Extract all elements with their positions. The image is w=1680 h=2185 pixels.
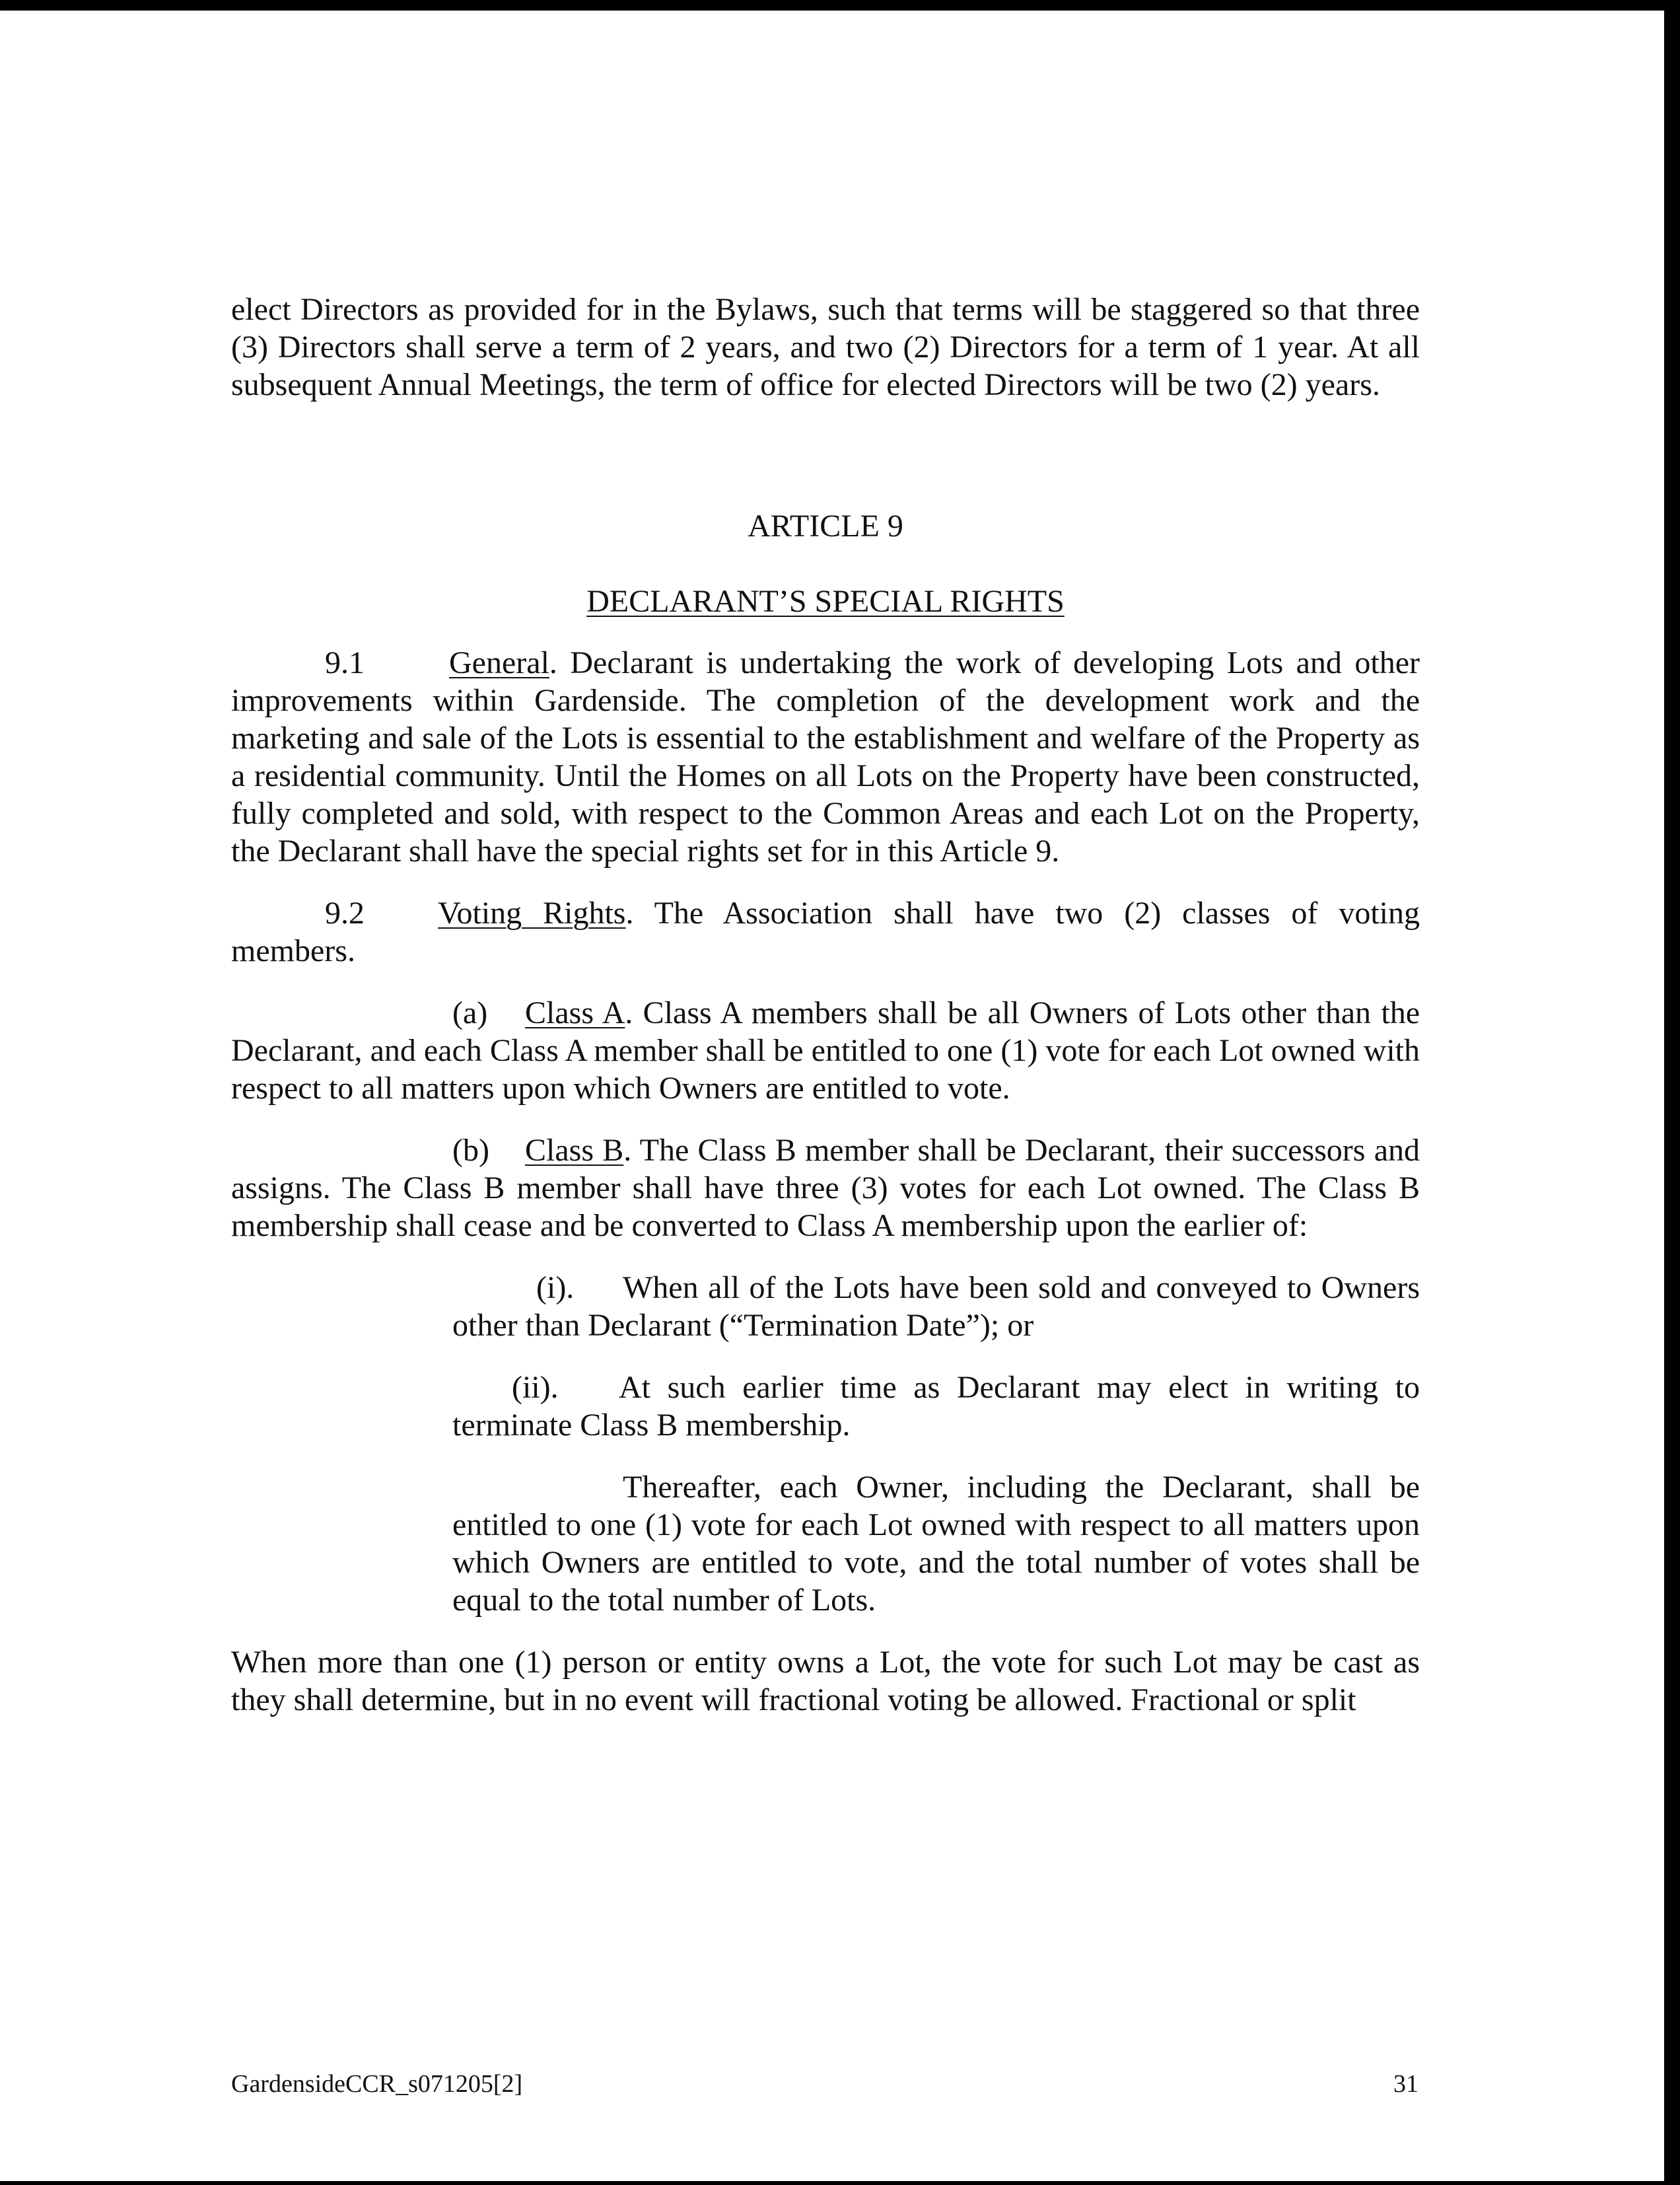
subsection-heading: Class B: [525, 1133, 624, 1168]
class-b-paragraph: [231, 1131, 1420, 1244]
scan-edge-bottom: [0, 2181, 1680, 2185]
item-label: (ii).: [512, 1370, 559, 1405]
footer-page-number: 31: [1393, 2070, 1418, 2098]
subsection-label: (a): [452, 995, 488, 1030]
article-number: ARTICLE 9: [748, 509, 903, 544]
subsection-heading: Class A: [525, 995, 625, 1030]
section-heading: Voting Rights: [438, 896, 626, 931]
subsection-label: (b): [452, 1133, 489, 1168]
scan-edge-right: [1664, 0, 1680, 2185]
section-number: 9.2: [325, 896, 365, 931]
section-9-2: [231, 894, 1420, 970]
thereafter-paragraph: Thereafter, each Owner, including the Declarant, shall be entitled to one (1) vote for each Lot owned with respect to all matters upon which Owners are entitled to vote, and the total number of votes shall be equal to the total number of Lots.: [452, 1470, 1420, 1618]
class-a-paragraph: [231, 994, 1420, 1107]
closing-paragraph: When more than one (1) person or entity owns a Lot, the vote for such Lot may be cast as they shall determine, but in no event will fractional voting be allowed. Fractional or split: [231, 1645, 1420, 1717]
item-text: When all of the Lots have been sold and conveyed to Owners other than Declarant (“Termination Date”); or: [452, 1270, 1420, 1343]
section-text: . The Association shall have two (2) classes of voting members.: [231, 896, 1420, 968]
subsection-text: . Class A members shall be all Owners of Lots other than the Declarant, and each Class A member shall be entitled to one (1) vote for each Lot owned with respect to all matters upon which Owners are entitled to vote.: [231, 995, 1420, 1106]
item-label: (i).: [536, 1270, 575, 1305]
item-i-paragraph: [452, 1269, 1420, 1344]
section-number: 9.1: [325, 645, 365, 680]
subsection-text: . The Class B member shall be Declarant, their successors and assigns. The Class B member shall have three (3) votes for each Lot owned. The Class B membership shall cease and be converted to Class A membership upon the earlier of:: [231, 1133, 1420, 1243]
section-9-1: [231, 644, 1420, 870]
article-title-text: DECLARANT’S SPECIAL RIGHTS: [586, 584, 1065, 619]
article-title: [231, 583, 1420, 620]
section-text: . Declarant is undertaking the work of developing Lots and other improvements within Gardenside. The completion of the development work and the marketing and sale of the Lots is essential to the establishment and welfare of the Property as a residential community. Until the Homes on all Lots on the Property have been constructed, fully completed and sold, with respect to the Common Areas and each Lot on the Property, the Declarant shall have the special rights set for in this Article 9.: [231, 645, 1420, 869]
continuation-paragraph: elect Directors as provided for in the Bylaws, such that terms will be staggered so that three (3) Directors shall serve a term of 2 years, and two (2) Directors for a term of 1 year. At all subsequent Annual Meetings, the term of office for elected Directors will be two (2) years.: [231, 292, 1420, 402]
item-ii-paragraph: [452, 1369, 1420, 1444]
footer-document-id: GardensideCCR_s071205[2]: [231, 2070, 523, 2098]
document-page: [231, 291, 1420, 1719]
scan-edge-top: [0, 0, 1680, 11]
item-text: At such earlier time as Declarant may elect in writing to terminate Class B membership.: [452, 1370, 1420, 1443]
section-heading: General: [449, 645, 549, 680]
